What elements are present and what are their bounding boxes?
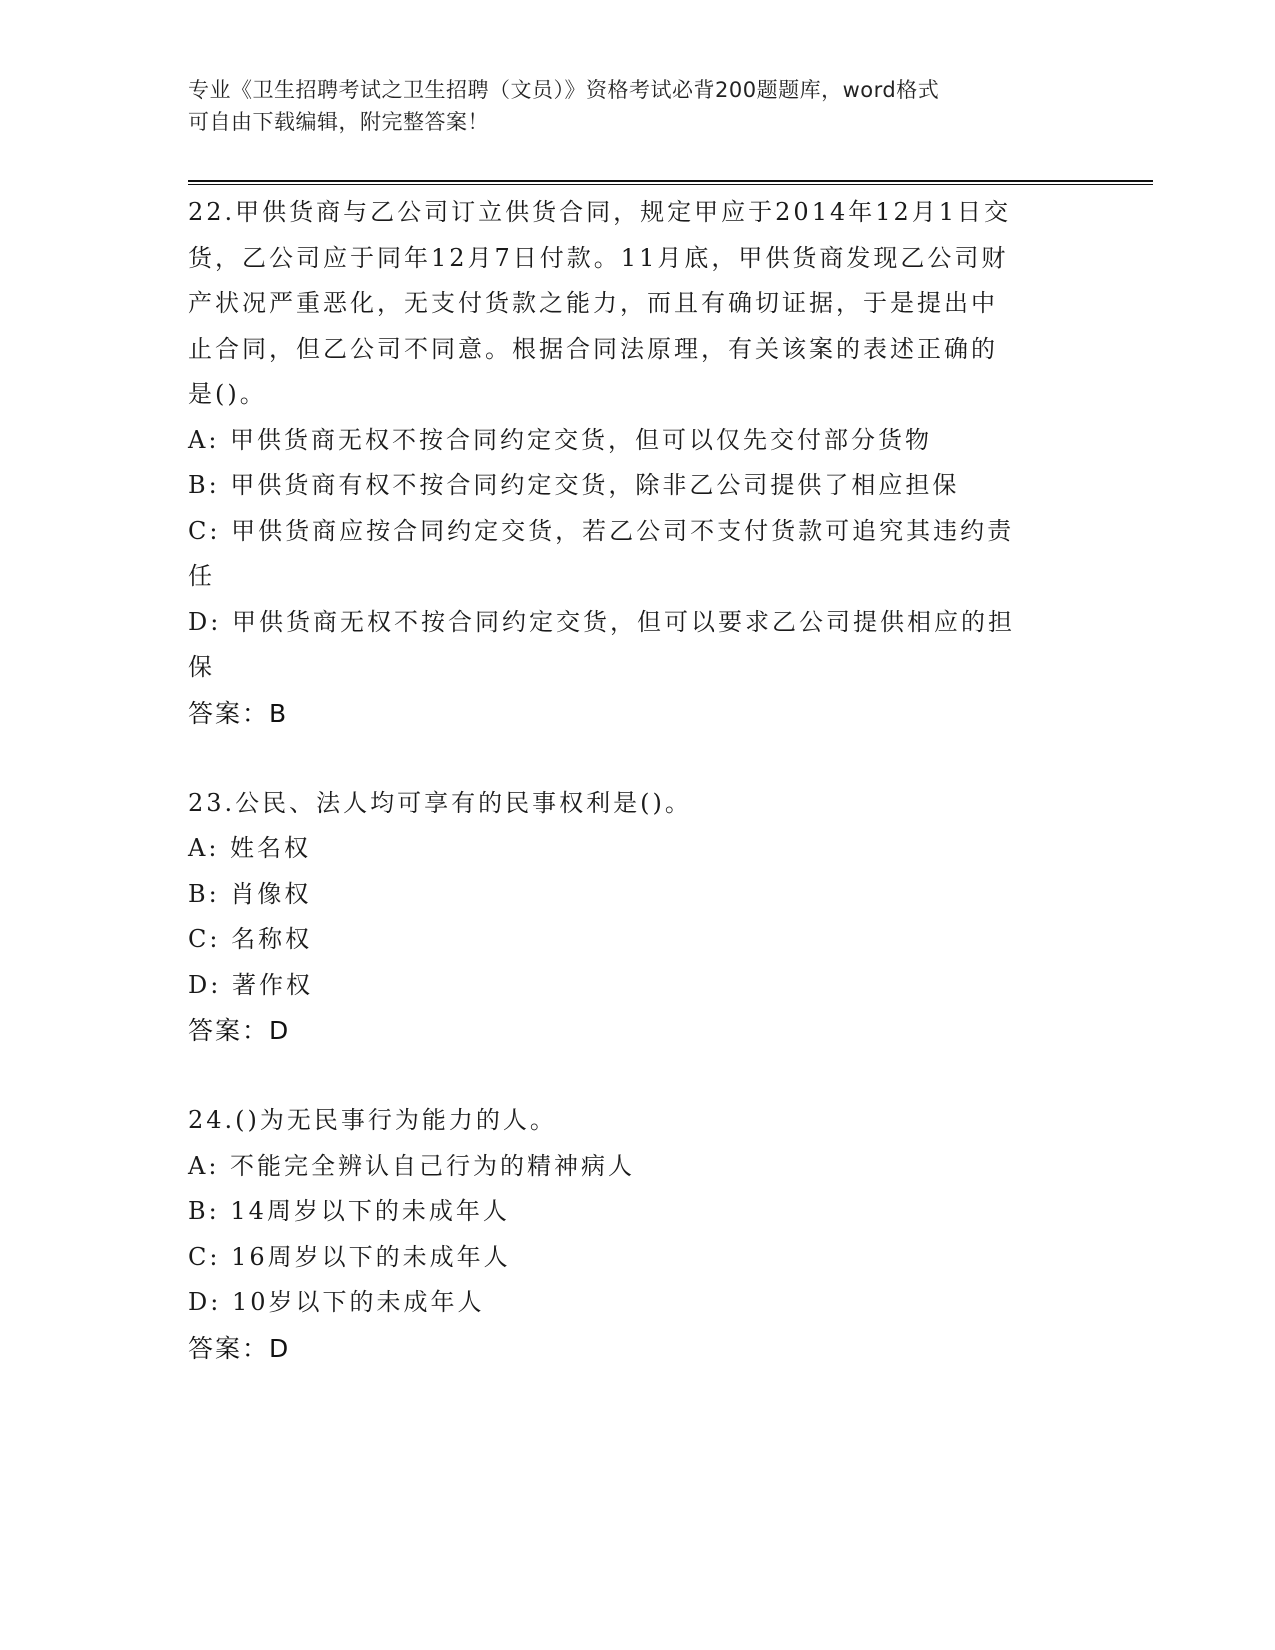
question-24	[188, 1098, 1088, 1371]
option-c-continued: 任	[188, 562, 215, 590]
option-a: A: 姓名权	[188, 834, 312, 862]
option-a: A: 不能完全辨认自己行为的精神病人	[188, 1151, 636, 1180]
answer: 答案：B	[188, 698, 289, 728]
question-spacer	[188, 1053, 1088, 1098]
answer: 答案：D	[188, 1333, 291, 1363]
question-22	[188, 190, 1088, 736]
option-b: B: 肖像权	[188, 879, 312, 908]
question-stem-line: 是()。	[188, 380, 267, 408]
question-stem-line: 止合同，但乙公司不同意。根据合同法原理，有关该案的表述正确的	[188, 334, 998, 363]
option-d: D: 著作权	[188, 970, 313, 999]
question-spacer	[188, 736, 1088, 781]
question-stem-line: 22.甲供货商与乙公司订立供货合同，规定甲应于2014年12月1日交	[188, 198, 1012, 226]
option-b: B: 14周岁以下的未成年人	[188, 1197, 510, 1225]
page-header	[188, 74, 1088, 138]
option-d-continued: 保	[188, 653, 215, 681]
option-c: C: 名称权	[188, 925, 313, 953]
option-d: D: 10岁以下的未成年人	[188, 1288, 485, 1316]
header-line-1: 专业《卫生招聘考试之卫生招聘（文员）》资格考试必背200题题库，word格式	[188, 78, 940, 102]
option-c: C: 甲供货商应按合同约定交货，若乙公司不支付货款可追究其违约责	[188, 516, 1015, 545]
question-23	[188, 781, 1088, 1054]
question-stem-line: 产状况严重恶化，无支付货款之能力，而且有确切证据，于是提出中	[188, 289, 998, 317]
question-list	[188, 190, 1088, 1371]
question-stem-line: 24.()为无民事行为能力的人。	[188, 1106, 557, 1134]
option-c: C: 16周岁以下的未成年人	[188, 1242, 511, 1271]
answer: 答案：D	[188, 1016, 291, 1045]
header-line-2: 可自由下载编辑，附完整答案！	[188, 110, 489, 134]
option-b: B: 甲供货商有权不按合同约定交货，除非乙公司提供了相应担保	[188, 471, 960, 499]
question-stem-line: 23.公民、法人均可享有的民事权利是()。	[188, 788, 692, 817]
header-divider	[188, 180, 1153, 185]
option-a: A: 甲供货商无权不按合同约定交货，但可以仅先交付部分货物	[188, 425, 933, 454]
option-d: D: 甲供货商无权不按合同约定交货，但可以要求乙公司提供相应的担	[188, 607, 1015, 636]
question-stem-line: 货，乙公司应于同年12月7日付款。11月底，甲供货商发现乙公司财	[188, 243, 1009, 272]
